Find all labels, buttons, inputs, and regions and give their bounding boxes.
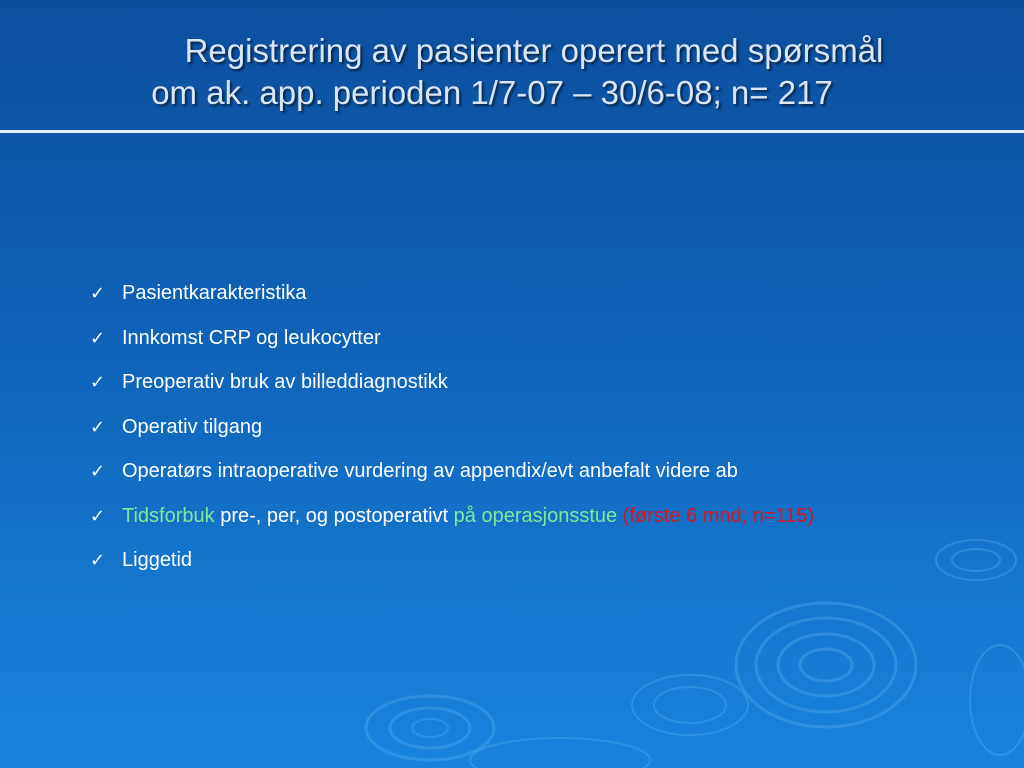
check-mark-icon: ✓ — [90, 283, 106, 304]
bullet-highlight-red: (første 6 mnd; n=115) — [617, 504, 815, 527]
slide-title-line-2: om ak. app. perioden 1/7-07 – 30/6-08; n= 217 — [151, 74, 833, 111]
bullet-item — [90, 278, 814, 323]
bullet-text: Liggetid — [122, 549, 193, 571]
bullet-item — [90, 545, 814, 590]
bullet-text: Operatørs intraoperative vurdering av appendix/evt anbefalt videre ab — [122, 460, 738, 482]
bullet-item — [90, 501, 814, 546]
check-mark-icon: ✓ — [90, 372, 106, 393]
bullet-text: Operativ tilgang — [122, 415, 263, 438]
slide-title — [0, 30, 1024, 114]
title-divider — [0, 130, 1024, 133]
bullet-text: Innkomst CRP og leukocytter — [122, 326, 381, 349]
bullet-text: Pasientkarakteristika — [122, 282, 307, 304]
check-mark-icon: ✓ — [90, 550, 106, 571]
bullet-item — [90, 367, 814, 412]
slide-title-line-1: Registrering av pasienter operert med spørsmål — [184, 32, 884, 69]
check-mark-icon: ✓ — [90, 416, 106, 438]
check-mark-icon: ✓ — [90, 505, 106, 527]
bullet-text: Preoperativ bruk av billeddiagnostikk — [122, 371, 448, 393]
bullet-highlight-green: på operasjonsstue — [453, 504, 618, 527]
bullet-text: pre-, per, og postoperativt — [214, 504, 454, 527]
check-mark-icon: ✓ — [90, 461, 106, 482]
bullet-highlight-green: Tidsforbuk — [122, 504, 215, 527]
bullet-item — [90, 456, 814, 501]
bullet-list — [90, 278, 814, 590]
bullet-item — [90, 412, 814, 457]
bullet-item — [90, 323, 814, 368]
check-mark-icon: ✓ — [90, 327, 106, 349]
